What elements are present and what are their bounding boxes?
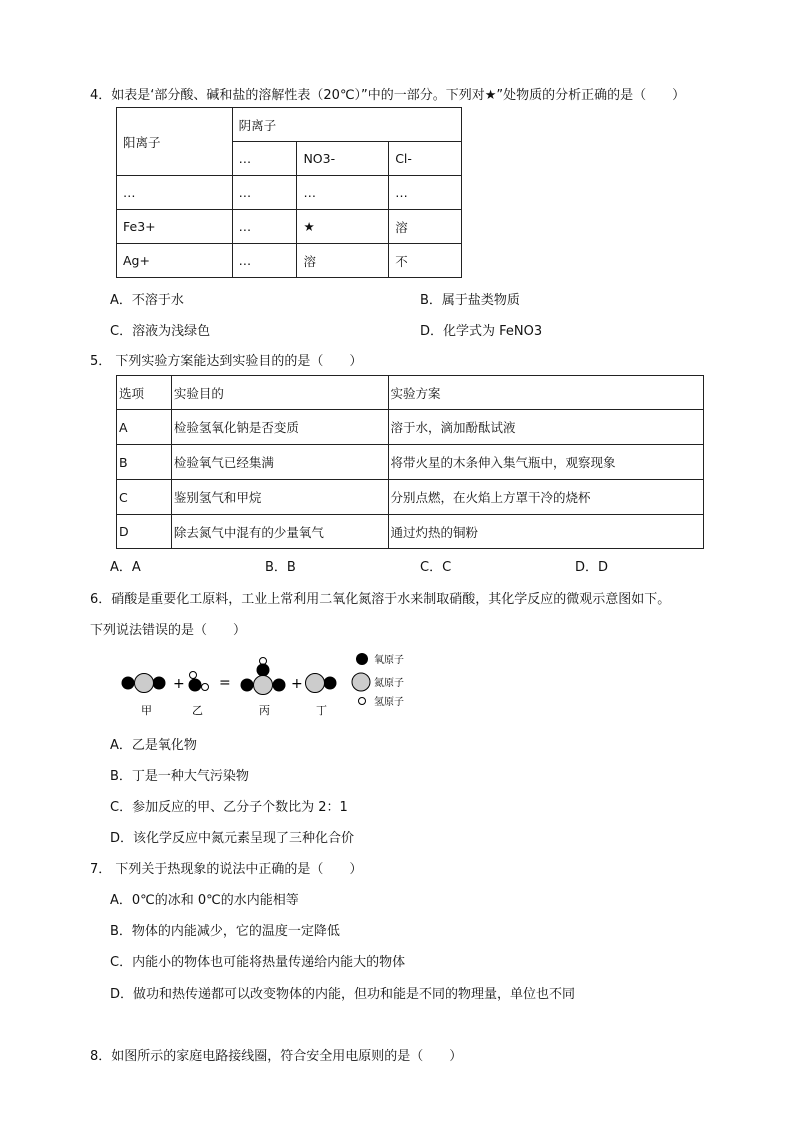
q6-option-b[interactable]: B．丁是一种大气污染物 [110, 769, 249, 784]
legend-hydrogen: 氢原子 [374, 697, 404, 708]
q5-option-d[interactable]: D．D [575, 560, 609, 575]
table-anion: Cl- [389, 142, 462, 176]
table-anion: … [232, 142, 297, 176]
molecule-ding [306, 674, 337, 693]
molecule-yi [189, 672, 209, 692]
table-cell: 将带火星的木条伸入集气瓶中，观察现象 [388, 445, 703, 480]
table-corner-cation: 阳离子 [117, 108, 233, 176]
table-header: 选项 [117, 376, 172, 410]
q4-option-b[interactable]: B．属于盐类物质 [420, 293, 520, 308]
table-header: 实验目的 [171, 376, 388, 410]
table-row [117, 244, 462, 278]
q5-option-c[interactable]: C．C [420, 560, 452, 575]
table-cell: … [232, 244, 297, 278]
q7-option-b[interactable]: B．物体的内能减少，它的温度一定降低 [110, 924, 340, 939]
q6-stem-line2: 下列说法错误的是（ ） [90, 623, 247, 638]
q5-stem: 5． 下列实验方案能达到实验目的的是（ ） [90, 354, 363, 369]
q7-stem: 7． 下列关于热现象的说法中正确的是（ ） [90, 862, 363, 877]
q5-option-b[interactable]: B．B [265, 560, 296, 575]
table-cation: … [117, 176, 233, 210]
solubility-table [116, 107, 462, 278]
table-row [117, 176, 462, 210]
q4-option-c[interactable]: C．溶液为浅绿色 [110, 324, 211, 339]
table-row [117, 410, 704, 445]
operator-equals: = [219, 675, 231, 691]
table-cell: 不 [389, 244, 462, 278]
q7-option-c[interactable]: C．内能小的物体也可能将热量传递给内能大的物体 [110, 955, 406, 970]
table-cell: 溶于水，滴加酚酞试液 [388, 410, 703, 445]
legend-nitrogen-icon [352, 673, 370, 691]
molecule-bing [241, 658, 286, 695]
label-jia: 甲 [141, 704, 152, 717]
operator-plus: + [173, 676, 185, 692]
table-cell: … [297, 176, 389, 210]
table-cell: 检验氢氧化钠是否变质 [171, 410, 388, 445]
q4-option-a[interactable]: A．不溶于水 [110, 293, 184, 308]
q7-option-d[interactable]: D．做功和热传递都可以改变物体的内能，但功和能是不同的物理量，单位也不同 [110, 987, 576, 1002]
reaction-diagram [115, 650, 435, 720]
table-cell: B [117, 445, 172, 480]
q6-option-a[interactable]: A．乙是氧化物 [110, 738, 197, 753]
table-cell: 溶 [389, 210, 462, 244]
table-anion: NO3- [297, 142, 389, 176]
table-cell: 分别点燃，在火焰上方罩干冷的烧杯 [388, 480, 703, 515]
table-cell: 检验氧气已经集满 [171, 445, 388, 480]
table-cell: … [232, 176, 297, 210]
q7-option-a[interactable]: A．0℃的冰和 0℃的水内能相等 [110, 893, 299, 908]
legend-oxygen: 氧原子 [374, 655, 404, 666]
table-row [117, 480, 704, 515]
molecule-jia [122, 674, 166, 693]
q4-stem: 4．如表是‘部分酸、碱和盐的溶解性表（20℃）”中的一部分。下列对★”处物质的分析正确的是（ ） [90, 88, 686, 103]
table-cell: ★ [297, 210, 389, 244]
q6-option-c[interactable]: C．参加反应的甲、乙分子个数比为 2：1 [110, 800, 348, 815]
table-cell: … [389, 176, 462, 210]
table-cell: A [117, 410, 172, 445]
legend-hydrogen-icon [359, 698, 366, 705]
table-cation: Fe3+ [117, 210, 233, 244]
table-cation: Ag+ [117, 244, 233, 278]
table-cell: 鉴别氢气和甲烷 [171, 480, 388, 515]
q6-option-d[interactable]: D．该化学反应中氮元素呈现了三种化合价 [110, 831, 355, 846]
diagram-legend [352, 653, 404, 708]
table-cell: … [232, 210, 297, 244]
q5-option-a[interactable]: A．A [110, 560, 141, 575]
q6-stem-line1: 6．硝酸是重要化工原料，工业上常利用二氧化氮溶于水来制取硝酸，其化学反应的微观示意图如下。 [90, 592, 671, 607]
label-yi: 乙 [192, 704, 203, 717]
table-cell: 除去氮气中混有的少量氧气 [171, 515, 388, 549]
legend-oxygen-icon [356, 653, 368, 665]
experiment-table [116, 375, 704, 549]
legend-nitrogen: 氮原子 [374, 678, 404, 689]
table-cell: 溶 [297, 244, 389, 278]
table-header: 实验方案 [388, 376, 703, 410]
table-anion-header: 阴离子 [232, 108, 461, 142]
table-row [117, 515, 704, 549]
table-row [117, 445, 704, 480]
label-ding: 丁 [316, 704, 327, 717]
q4-option-d[interactable]: D．化学式为 FeNO3 [420, 324, 543, 339]
table-cell: C [117, 480, 172, 515]
table-cell: D [117, 515, 172, 549]
label-bing: 丙 [259, 704, 270, 717]
q8-stem: 8．如图所示的家庭电路接线圈，符合安全用电原则的是（ ） [90, 1049, 463, 1064]
table-row [117, 210, 462, 244]
operator-plus: + [291, 676, 303, 692]
table-cell: 通过灼热的铜粉 [388, 515, 703, 549]
